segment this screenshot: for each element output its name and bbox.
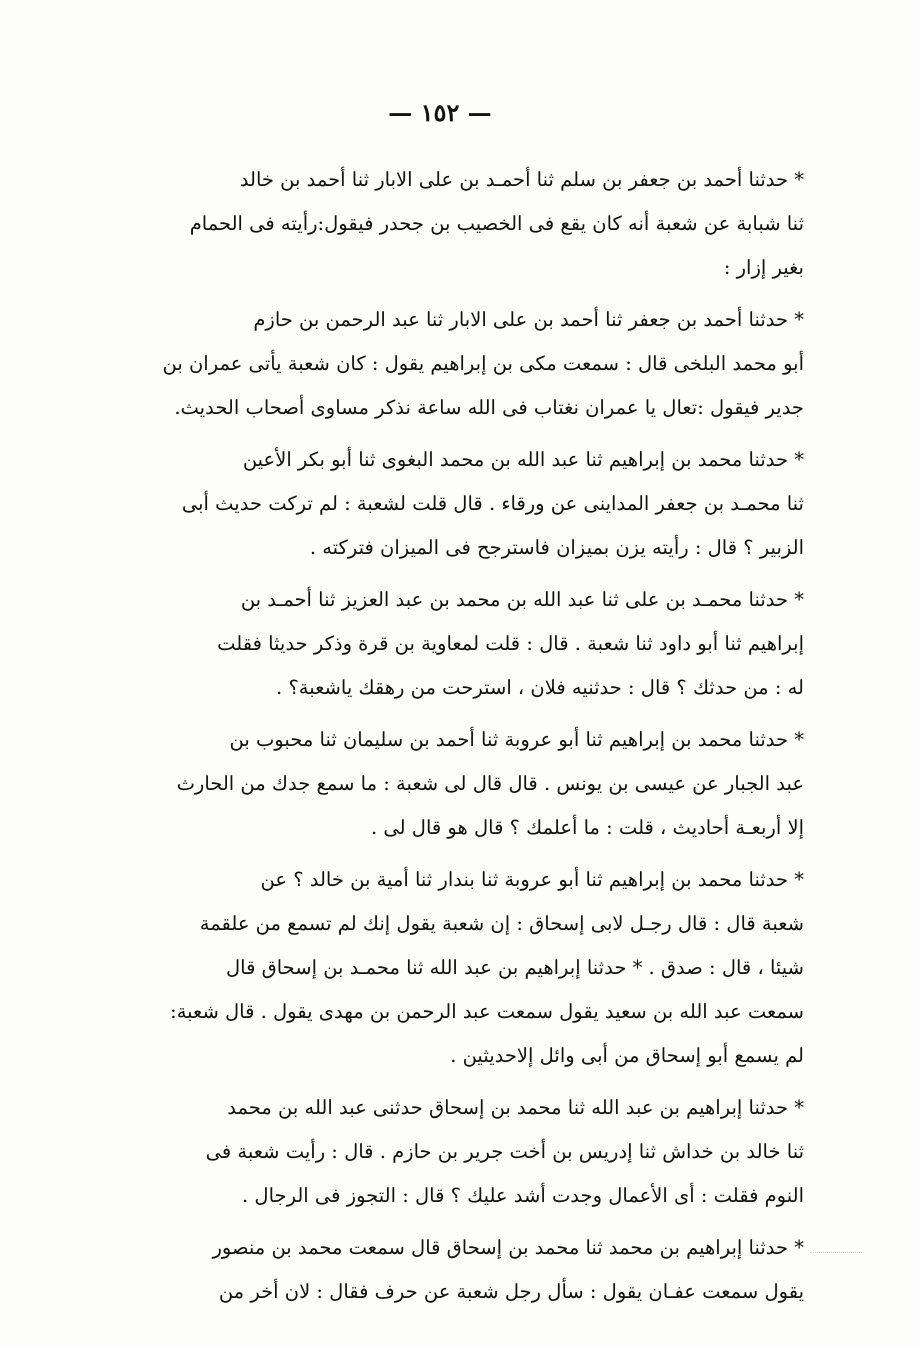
paragraph-3 bbox=[92, 438, 804, 570]
paragraph-1 bbox=[92, 158, 804, 290]
text-line: سمعت عبد الله بن سعيد يقول سمعت عبد الرحمن بن مهدى يقول . قال شعبة: bbox=[170, 1000, 804, 1023]
text-line: النوم فقلت : أى الأعمال وجدت أشد عليك ؟ قال : التجوز فى الرجال . bbox=[242, 1184, 804, 1207]
text-line: الزبير ؟ قال : رأيته يزن بميزان فاسترجح فى الميزان فتركته . bbox=[309, 536, 804, 559]
paragraph-6 bbox=[92, 858, 804, 1078]
scan-artifact bbox=[810, 1252, 862, 1256]
text-line: له : من حدثك ؟ قال : حدثنيه فلان ، استرحت من رهقك ياشعبة؟ . bbox=[276, 676, 804, 699]
text-line: ثنا شبابة عن شعبة أنه كان يقع فى الخصيب بن جحدر فيقول:رأيته فى الحمام bbox=[189, 212, 804, 235]
text-line: * حدثنا محمد بن إبراهيم ثنا أبو عروبة ثنا بندار ثنا أمية بن خالد ؟ عن bbox=[260, 868, 804, 891]
text-line: * حدثنا محمد بن إبراهيم ثنا عبد الله بن محمد البغوى ثنا أبو بكر الأعين bbox=[242, 448, 804, 471]
page-number: — ١٥٢ — bbox=[388, 98, 492, 127]
paragraph-5 bbox=[92, 718, 804, 850]
text-line: * حدثنا إبراهيم بن محمد ثنا محمد بن إسحاق قال سمعت محمد بن منصور bbox=[212, 1236, 804, 1259]
paragraph-4 bbox=[92, 578, 804, 710]
text-line: أبو محمد البلخى قال : سمعت مكى بن إبراهيم يقول : كان شعبة يأتى عمران بن bbox=[162, 352, 804, 375]
text-line: * حدثنا محمد بن إبراهيم ثنا أبو عروبة ثنا أحمد بن سليمان ثنا محبوب بن bbox=[229, 728, 804, 751]
text-line: ثنا محمـد بن جعفر المداينى عن ورقاء . قال قلت لشعبة : لم تركت حديث أبى bbox=[181, 492, 804, 515]
paragraph-7 bbox=[92, 1086, 804, 1218]
text-line: يقول سمعت عفـان يقول : سأل رجل شعبة عن حرف فقال : لان أخر من bbox=[218, 1280, 804, 1303]
body-text bbox=[92, 158, 804, 1322]
text-line: * حدثنا أحمد بن جعفر ثنا أحمد بن على الابار ثنا عبد الرحمن بن حازم bbox=[253, 308, 804, 331]
text-line: لم يسمع أبو إسحاق من أبى وائل إلاحديثين . bbox=[450, 1044, 804, 1067]
text-line: إبراهيم ثنا أبو داود ثنا شعبة . قال : قلت لمعاوية بن قرة وذكر حديثا فقلت bbox=[217, 632, 804, 655]
text-line: * حدثنا أحمد بن جعفر بن سلم ثنا أحمـد بن على الابار ثنا أحمد بن خالد bbox=[239, 168, 804, 191]
text-line: إلا أربعـة أحاديث ، قلت : ما أعلمك ؟ قال هو قال لى . bbox=[371, 816, 804, 839]
text-line: بغير إزار : bbox=[723, 256, 804, 279]
text-line: * حدثنا إبراهيم بن عبد الله ثنا محمد بن إسحاق حدثنى عبد الله بن محمد bbox=[227, 1096, 804, 1119]
paragraph-2 bbox=[92, 298, 804, 430]
text-line: ثنا خالد بن خداش ثنا إدريس بن أخت جرير بن حازم . قال : رأيت شعبة فى bbox=[205, 1140, 804, 1163]
paragraph-8 bbox=[92, 1226, 804, 1314]
text-line: جدير فيقول :تعال يا عمران نغتاب فى الله ساعة نذكر مساوى أصحاب الحديث. bbox=[174, 396, 804, 419]
text-line: شعبة قال : قال رجـل لابى إسحاق : إن شعبة يقول إنك لم تسمع من علقمة bbox=[199, 912, 804, 935]
text-line: * حدثنا محمـد بن على ثنا عبد الله بن محمد بن عبد العزيز ثنا أحمـد بن bbox=[240, 588, 804, 611]
text-line: عبد الجبار عن عيسى بن يونس . قال قال لى شعبة : ما سمع جدك من الحارث bbox=[176, 772, 804, 795]
text-line: شيئا ، قال : صدق . * حدثنا إبراهيم بن عبد الله ثنا محمـد بن إسحاق قال bbox=[225, 956, 804, 979]
